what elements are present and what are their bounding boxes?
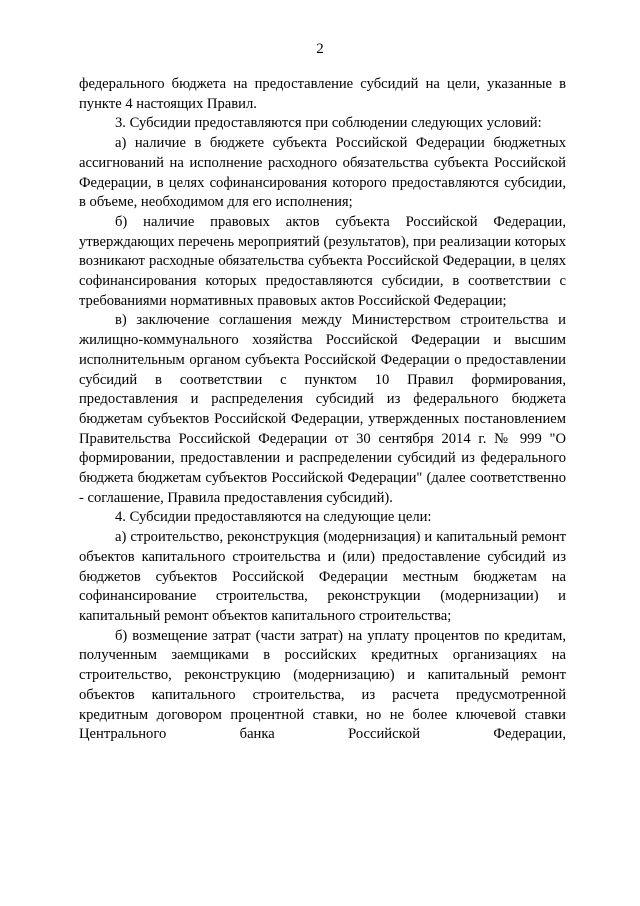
paragraph-3b: б) наличие правовых актов субъекта Российской Федерации, утверждающих перечень мероприятий (результатов), при реализации которых возникают расходные обязательства субъекта Российской Федерации, в целях софинансирования которых предоставляются субсидии, в соответствии с требованиями нормативных правовых актов Российской Федерации;: [79, 213, 566, 309]
paragraph-section-4: 4. Субсидии предоставляются на следующие цели:: [115, 509, 432, 526]
paragraph-section-3: 3. Субсидии предоставляются при соблюдении следующих условий:: [115, 115, 542, 132]
paragraph-continuation: федерального бюджета на предоставление субсидий на цели, указанные в пункте 4 настоящих Правил.: [79, 76, 566, 112]
page-number: 2: [316, 41, 324, 57]
document-body: [79, 75, 566, 745]
paragraph-3v: в) заключение соглашения между Министерством строительства и жилищно-коммунального хозяйства Российской Федерации и высшим исполнительным органом субъекта Российской Федерации о предоставлении субсидий в соответствии с пунктом 10 Правил формирования, предоставления и распределения субсидий из федерального бюджета бюджетам субъектов Российской Федерации, утвержденных постановлением Правительства Российской Федерации от 30 сентября 2014 г. № 999 "О формировании, предоставлении и распределении субсидий из федерального бюджета бюджетам субъектов Российской Федерации" (далее соответственно - соглашение, Правила предоставления субсидий).: [79, 312, 566, 506]
paragraph-4a: а) строительство, реконструкция (модернизация) и капитальный ремонт объектов капитального строительства и (или) предоставление субсидий из бюджетов субъектов Российской Федерации местным бюджетам на софинансирование строительства, реконструкции (модернизации) и капитальный ремонт объектов капитального строительства;: [79, 529, 566, 624]
paragraph-4b: б) возмещение затрат (части затрат) на уплату процентов по кредитам, полученным заемщиками в российских кредитных организациях на строительство, реконструкцию (модернизацию) и капитальный ремонт объектов капитального строительства, из расчета предусмотренной кредитным договором процентной ставки, но не более ключевой ставки Центрального банка Российской Федерации,: [79, 627, 566, 743]
paragraph-3a: а) наличие в бюджете субъекта Российской Федерации бюджетных ассигнований на исполнение расходного обязательства субъекта Российской Федерации, в целях софинансирования которого предоставляются субсидии, в объеме, необходимом для его исполнения;: [79, 135, 566, 211]
